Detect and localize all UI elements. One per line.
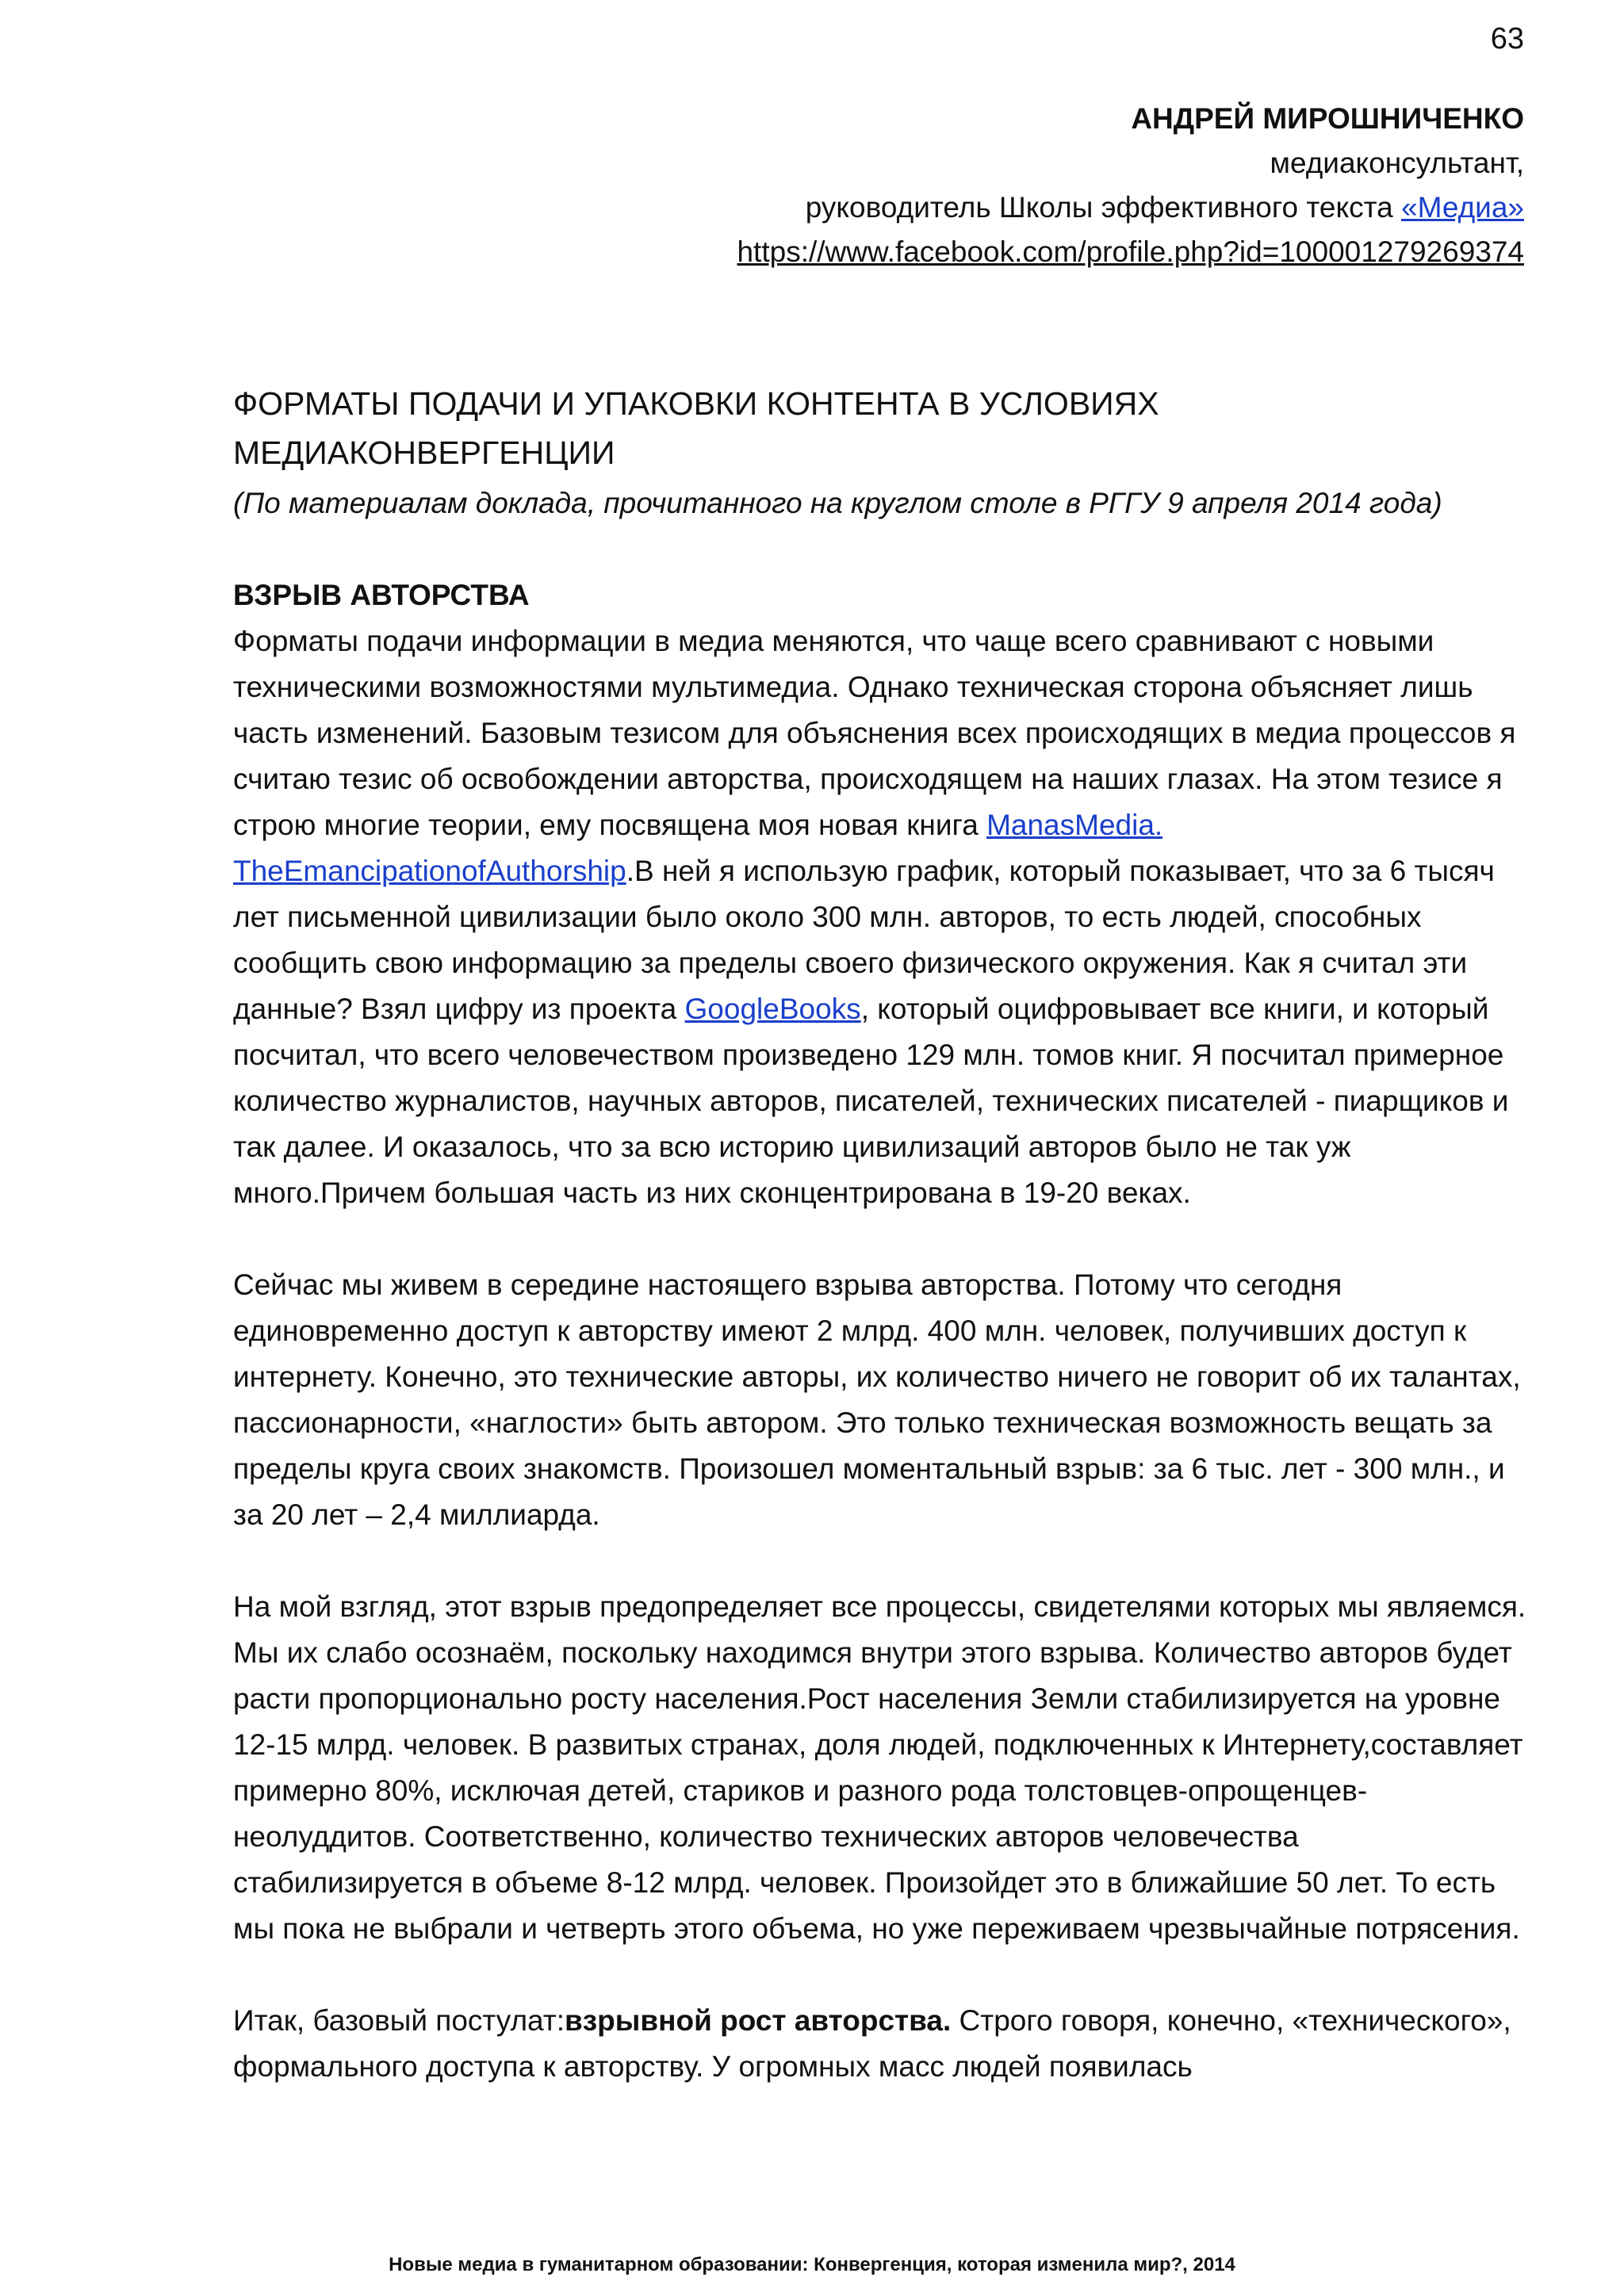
paragraph-4-text-b: Строго говоря, конечно, «технического», формального доступа к авторству. У огромных масс людей появилась <box>233 2004 1511 2083</box>
author-name: АНДРЕЙ МИРОШНИЧЕНКО <box>1131 102 1524 135</box>
paragraph-1 <box>233 618 1527 1216</box>
article-title-line-1: ФОРМАТЫ ПОДАЧИ И УПАКОВКИ КОНТЕНТА В УСЛОВИЯХ <box>233 385 1159 422</box>
author-role <box>737 186 1524 230</box>
page-footer: Новые медиа в гуманитарном образовании: Конвергенция, которая изменила мир?, 2014 <box>389 2254 1235 2275</box>
article-title-line-2: МЕДИАКОНВЕРГЕНЦИИ <box>233 434 615 471</box>
author-position: медиаконсультант, <box>1270 147 1524 179</box>
article-subtitle: (По материалам доклада, прочитанного на круглом столе в РГГУ 9 апреля 2014 года) <box>233 487 1442 519</box>
paragraph-4-text-a: Итак, базовый постулат: <box>233 2004 565 2037</box>
book-link-line-2: TheEmancipationofAuthorship <box>233 855 626 887</box>
book-link-line-1: ManasMedia. <box>986 809 1163 841</box>
article-body <box>233 379 1527 2090</box>
paragraph-4-bold: взрывной рост авторства. <box>565 2004 952 2037</box>
paragraph-4 <box>233 1998 1527 2090</box>
section-heading: ВЗРЫВ АВТОРСТВА <box>233 579 530 611</box>
paragraph-3: На мой взгляд, этот взрыв предопределяет все процессы, свидетелями которых мы являемся. Мы их слабо осознаём, поскольку находимся внутри этого взрыва. Количество авторов будет расти пропорционально росту населения.Рост населения Земли стабилизируется на уровне 12-15 млрд. человек. В развитых странах, доля людей, подключенных к Интернету,составляет примерно 80%, исключая детей, стариков и разного рода толстовцев-опрощенцев-неолуддитов. Соответственно, количество технических авторов человечества стабилизируется в объеме 8-12 млрд. человек. Произойдет это в ближайшие 50 лет. То есть мы пока не выбрали и четверть этого объема, но уже переживаем чрезвычайные потрясения. <box>233 1590 1526 1945</box>
paragraph-1-text-c: , который оцифровывает все книги, и который посчитал, что всего человечеством произведено 129 млн. томов книг. Я посчитал примерное количество журналистов, научных авторов, писателей, технических писателей - пиарщиков и так далее. И оказалось, что за всю историю цивилизаций авторов было не так уж много.Причем большая часть из них сконцентрирована в 19-20 веках. <box>233 993 1509 1209</box>
author-role-text: руководитель Школы эффективного текста <box>805 191 1401 224</box>
profile-link[interactable]: https://www.facebook.com/profile.php?id=100001279269374 <box>737 235 1524 268</box>
paragraph-2: Сейчас мы живем в середине настоящего взрыва авторства. Потому что сегодня единовременно доступ к авторству имеют 2 млрд. 400 млн. человек, получивших доступ к интернету. Конечно, это технические авторы, их количество ничего не говорит об их талантах, пассионарности, «наглости» быть автором. Это только техническая возможность вещать за пределы круга своих знакомств. Произошел моментальный взрыв: за 6 тыс. лет - 300 млн., и за 20 лет – 2,4 миллиарда. <box>233 1269 1521 1531</box>
article-title <box>233 379 1527 477</box>
page-number: 63 <box>1490 22 1524 55</box>
media-school-link[interactable]: «Медиа» <box>1401 191 1524 224</box>
paragraph-1-text-b: .В ней я использую график, который показывает, что за 6 тысяч лет письменной цивилизации было около 300 млн. авторов, то есть людей, способных сообщить свою информацию за пределы своего физического окружения. Как я считал эти данные? Взял цифру из проекта <box>233 855 1495 1025</box>
googlebooks-link[interactable]: GoogleBooks <box>684 993 861 1025</box>
paragraph-1-text-a: Форматы подачи информации в медиа меняются, что чаще всего сравнивают с новыми техническими возможностями мультимедиа. Однако техническая сторона объясняет лишь часть изменений. Базовым тезисом для объяснения всех происходящих в медиа процессов я считаю тезис об освобождении авторства, происходящем на наших глазах. На этом тезисе я строю многие теории, ему посвящена моя новая книга <box>233 625 1516 841</box>
author-block <box>737 97 1524 274</box>
